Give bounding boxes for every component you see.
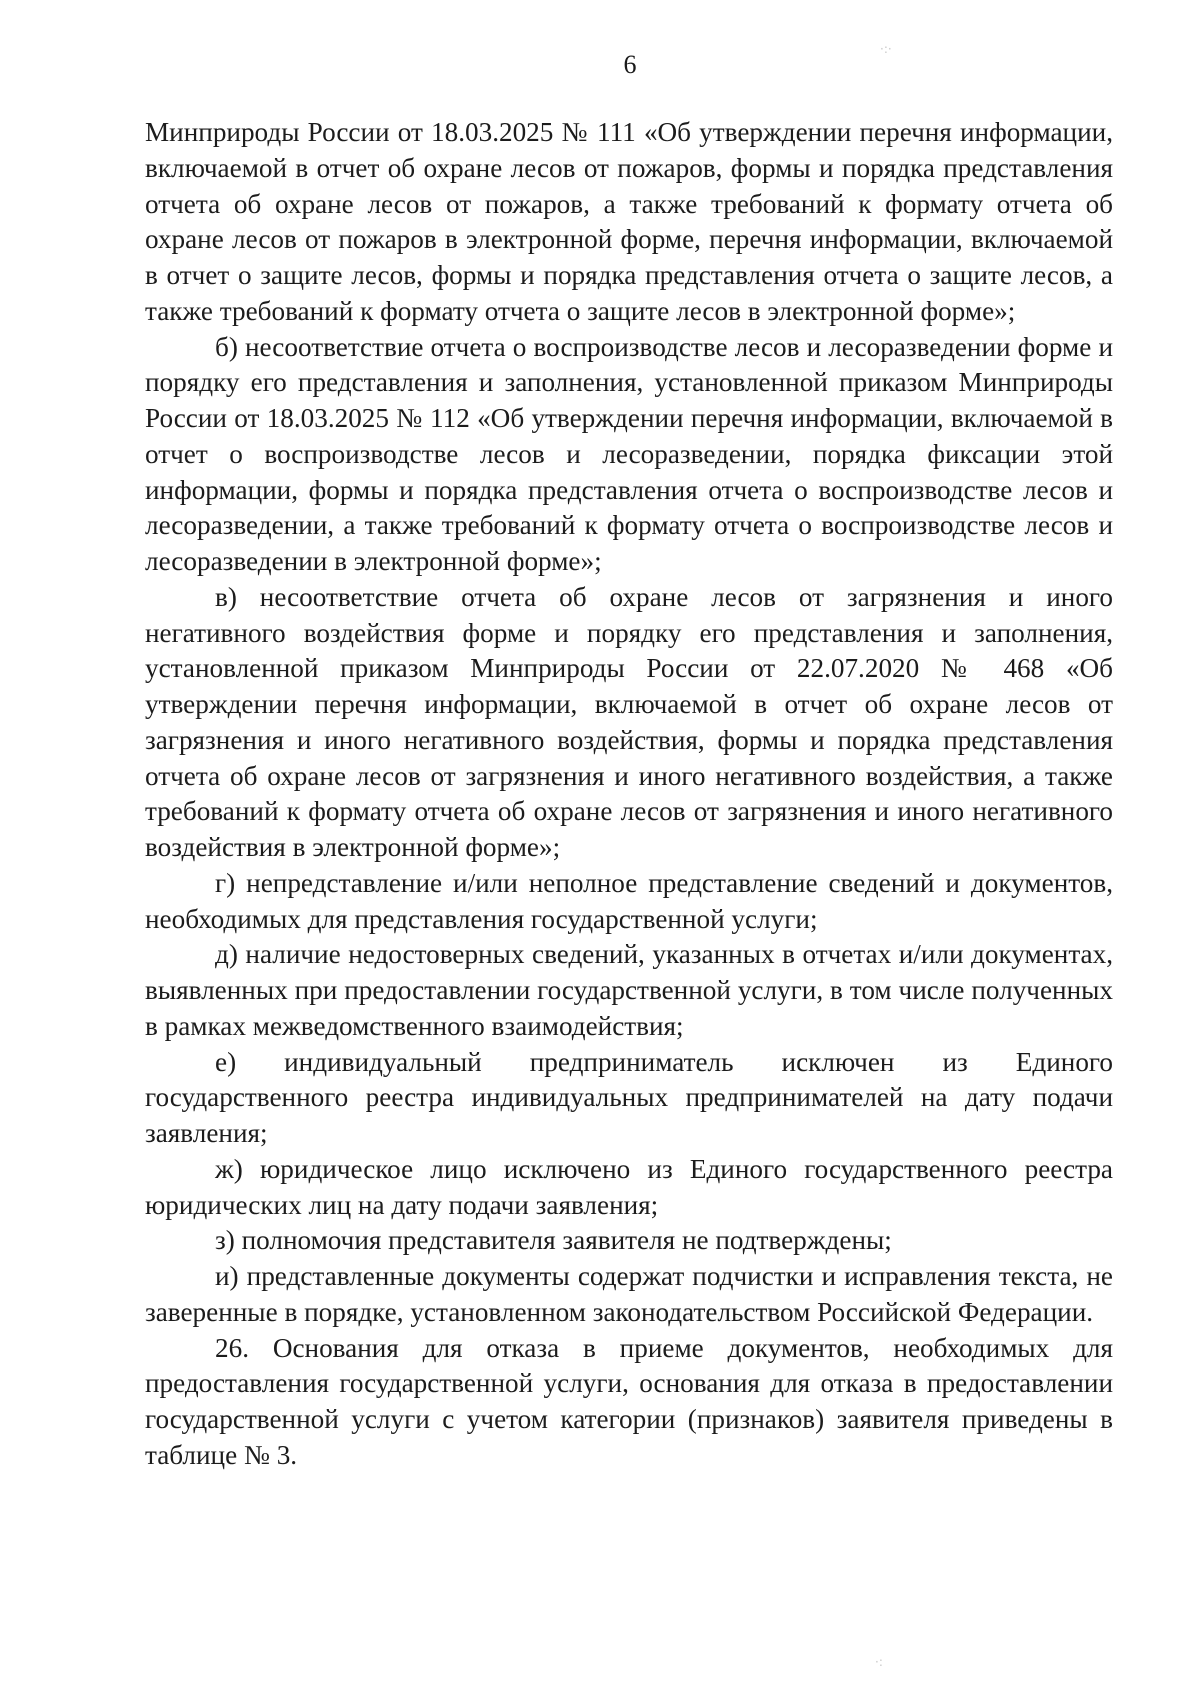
- paragraph-item-26: 26. Основания для отказа в приеме документов, необходимых для предоставления государственной услуги, основания для отказа в предоставлении государственной услуги с учетом категории (признаков) заявителя приведены в таблице № 3.: [145, 1332, 1113, 1470]
- paragraph-item-b: б) несоответствие отчета о воспроизводстве лесов и лесоразведении форме и порядку его представления и заполнения, установленной приказом Минприроды России от 18.03.2025 № 112 «Об утверждении перечня информации, включаемой в отчет о воспроизводстве лесов и лесоразведении, порядка фиксации этой информации, формы и порядка представления отчета о воспроизводстве лесов и лесоразведении, а также требований к формату отчета о воспроизводстве лесов и лесоразведении в электронной форме»;: [145, 331, 1113, 576]
- paragraph-item-e: е) индивидуальный предприниматель исключен из Единого государственного реестра индивидуальных предпринимателей на дату подачи заявления;: [145, 1046, 1113, 1148]
- scan-speck: ·:·: [880, 42, 892, 56]
- scan-speck: ·:: [875, 1655, 883, 1669]
- paragraph-item-i: и) представленные документы содержат подчистки и исправления текста, не заверенные в порядке, установленном законодательством Российской Федерации.: [145, 1261, 1113, 1327]
- paragraph-item-zh: ж) юридическое лицо исключено из Единого государственного реестра юридических лиц на дату подачи заявления;: [145, 1153, 1113, 1220]
- paragraph-item-d: д) наличие недостоверных сведений, указанных в отчетах и/или документах, выявленных при предоставлении государственной услуги, в том числе полученных в рамках межведомственного взаимодействия;: [145, 939, 1113, 1041]
- document-body: [145, 115, 1113, 1474]
- paragraph-continuation: Минприроды России от 18.03.2025 № 111 «Об утверждении перечня информации, включаемой в отчет об охране лесов от пожаров, формы и порядка представления отчета об охране лесов от пожаров, а также требований к формату отчета об охране лесов от пожаров в электронной форме, перечня информации, включаемой в отчет о защите лесов, формы и порядка представления отчета о защите лесов, а также требований к формату отчета о защите лесов в электронной форме»;: [145, 117, 1113, 326]
- paragraph-item-v: в) несоответствие отчета об охране лесов от загрязнения и иного негативного воздействия форме и порядку его представления и заполнения, установленной приказом Минприроды России от 22.07.2020 № 468 «Об утверждении перечня информации, включаемой в отчет об охране лесов от загрязнения и иного негативного воздействия, формы и порядка представления отчета об охране лесов от загрязнения и иного негативного воздействия, а также требований к формату отчета об охране лесов от загрязнения и иного негативного воздействия в электронной форме»;: [145, 581, 1113, 862]
- paragraph-item-g: г) непредставление и/или неполное представление сведений и документов, необходимых для представления государственной услуги;: [145, 867, 1113, 934]
- paragraph-item-z: з) полномочия представителя заявителя не подтверждены;: [215, 1225, 892, 1256]
- page-number: 6: [623, 50, 637, 79]
